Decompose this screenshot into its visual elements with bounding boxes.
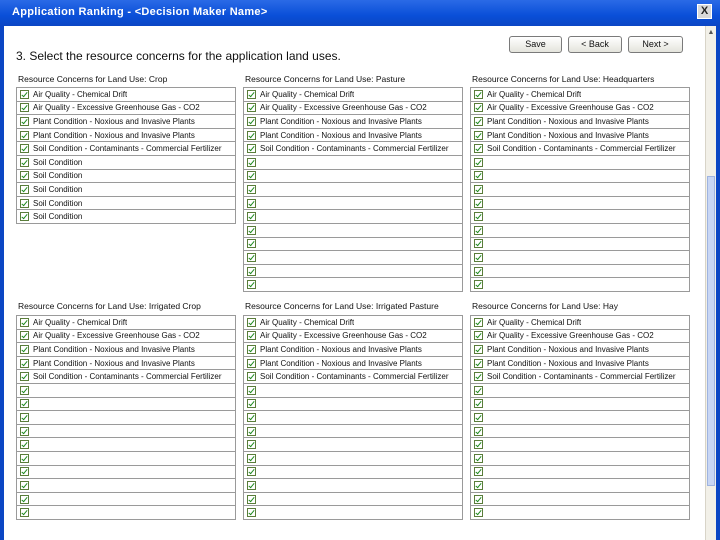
checkbox-checked-icon[interactable] (247, 454, 256, 463)
concern-row[interactable] (471, 330, 689, 344)
checkbox-checked-icon[interactable] (474, 345, 483, 354)
concern-row[interactable] (471, 438, 689, 452)
concern-row[interactable] (471, 506, 689, 520)
concern-row[interactable] (471, 210, 689, 224)
step-heading: 3. Select the resource concerns for the application land uses. (16, 49, 341, 63)
checkbox-checked-icon[interactable] (20, 481, 29, 490)
concern-label: Soil Condition (33, 171, 83, 181)
checkbox-checked-icon[interactable] (20, 90, 29, 99)
checkbox-checked-icon[interactable] (474, 280, 483, 289)
concern-row[interactable] (471, 384, 689, 398)
concern-row[interactable] (471, 370, 689, 384)
checkbox-checked-icon[interactable] (247, 331, 256, 340)
concern-row[interactable] (471, 398, 689, 412)
checkbox-checked-icon[interactable] (474, 226, 483, 235)
checkbox-checked-icon[interactable] (474, 386, 483, 395)
concern-row[interactable] (17, 493, 235, 507)
concern-row[interactable] (471, 493, 689, 507)
checkbox-checked-icon[interactable] (247, 90, 256, 99)
chevron-up-icon[interactable]: ▲ (707, 29, 715, 36)
panel-title: Resource Concerns for Land Use: Headquarters (472, 74, 655, 84)
checkbox-checked-icon[interactable] (20, 386, 29, 395)
panel-title: Resource Concerns for Land Use: Crop (18, 74, 168, 84)
checkbox-checked-icon[interactable] (20, 399, 29, 408)
concern-label: Plant Condition - Noxious and Invasive Plants (260, 358, 422, 368)
checkbox-checked-icon[interactable] (20, 199, 29, 208)
concern-row[interactable] (244, 438, 462, 452)
concern-label: Soil Condition (33, 198, 83, 208)
concern-row[interactable] (244, 102, 462, 116)
concern-label: Plant Condition - Noxious and Invasive Plants (487, 344, 649, 354)
checkbox-checked-icon[interactable] (247, 440, 256, 449)
checkbox-checked-icon[interactable] (247, 117, 256, 126)
concern-row[interactable] (244, 88, 462, 102)
concern-row[interactable] (471, 183, 689, 197)
checkbox-checked-icon[interactable] (474, 318, 483, 327)
checkbox-checked-icon[interactable] (474, 440, 483, 449)
checkbox-checked-icon[interactable] (247, 267, 256, 276)
concern-row[interactable] (244, 452, 462, 466)
checkbox-checked-icon[interactable] (474, 90, 483, 99)
concern-label: Plant Condition - Noxious and Invasive Plants (260, 116, 422, 126)
concern-row[interactable] (17, 102, 235, 116)
concern-label: Air Quality - Chemical Drift (33, 89, 128, 99)
checkbox-checked-icon[interactable] (20, 454, 29, 463)
checkbox-checked-icon[interactable] (20, 467, 29, 476)
concern-label: Air Quality - Excessive Greenhouse Gas - CO2 (260, 331, 427, 341)
checkbox-checked-icon[interactable] (247, 508, 256, 517)
concern-grid (470, 87, 690, 292)
concern-grid (16, 315, 236, 520)
checkbox-checked-icon[interactable] (247, 386, 256, 395)
checkbox-checked-icon[interactable] (474, 158, 483, 167)
concern-row[interactable] (471, 316, 689, 330)
back-button[interactable]: < Back (568, 36, 622, 53)
concern-row[interactable] (244, 479, 462, 493)
checkbox-checked-icon[interactable] (247, 399, 256, 408)
concern-row[interactable] (471, 425, 689, 439)
concern-row[interactable] (244, 316, 462, 330)
close-icon[interactable]: X (697, 4, 712, 19)
concern-row[interactable] (17, 411, 235, 425)
concern-label: Plant Condition - Noxious and Invasive Plants (33, 344, 195, 354)
concern-row[interactable] (244, 398, 462, 412)
next-button[interactable]: Next > (628, 36, 683, 53)
concern-row[interactable] (471, 357, 689, 371)
concern-row[interactable] (244, 265, 462, 279)
concern-row[interactable] (471, 466, 689, 480)
concern-row[interactable] (17, 479, 235, 493)
concern-row[interactable] (244, 357, 462, 371)
checkbox-checked-icon[interactable] (474, 454, 483, 463)
concern-label: Air Quality - Chemical Drift (33, 317, 128, 327)
concern-label: Soil Condition (33, 184, 83, 194)
concern-row[interactable] (244, 129, 462, 143)
concern-label: Air Quality - Chemical Drift (260, 317, 355, 327)
checkbox-checked-icon[interactable] (20, 495, 29, 504)
concern-row[interactable] (244, 411, 462, 425)
checkbox-checked-icon[interactable] (20, 117, 29, 126)
checkbox-checked-icon[interactable] (20, 508, 29, 517)
panel-title: Resource Concerns for Land Use: Hay (472, 301, 618, 311)
concern-row[interactable] (17, 183, 235, 197)
concern-row[interactable] (471, 278, 689, 292)
checkbox-checked-icon[interactable] (474, 199, 483, 208)
concern-label: Soil Condition (33, 157, 83, 167)
concern-label: Air Quality - Excessive Greenhouse Gas - CO2 (260, 103, 427, 113)
concern-row[interactable] (471, 224, 689, 238)
checkbox-checked-icon[interactable] (20, 318, 29, 327)
checkbox-checked-icon[interactable] (474, 413, 483, 422)
concern-label: Air Quality - Excessive Greenhouse Gas - CO2 (487, 331, 654, 341)
checkbox-checked-icon[interactable] (247, 481, 256, 490)
concern-row[interactable] (471, 251, 689, 265)
concern-label: Soil Condition - Contaminants - Commercial Fertilizer (33, 144, 222, 154)
checkbox-checked-icon[interactable] (20, 158, 29, 167)
concern-row[interactable] (17, 170, 235, 184)
concern-row[interactable] (17, 197, 235, 211)
checkbox-checked-icon[interactable] (247, 345, 256, 354)
concern-row[interactable] (17, 370, 235, 384)
concern-row[interactable] (17, 210, 235, 224)
concern-label: Plant Condition - Noxious and Invasive Plants (487, 130, 649, 140)
scrollbar-thumb[interactable] (707, 176, 715, 486)
concern-row[interactable] (471, 156, 689, 170)
checkbox-checked-icon[interactable] (474, 185, 483, 194)
checkbox-checked-icon[interactable] (247, 372, 256, 381)
checkbox-checked-icon[interactable] (474, 253, 483, 262)
checkbox-checked-icon[interactable] (20, 171, 29, 180)
checkbox-checked-icon[interactable] (247, 359, 256, 368)
concern-row[interactable] (244, 197, 462, 211)
concern-row[interactable] (244, 493, 462, 507)
checkbox-checked-icon[interactable] (20, 427, 29, 436)
checkbox-checked-icon[interactable] (247, 253, 256, 262)
concern-row[interactable] (17, 316, 235, 330)
concern-row[interactable] (471, 479, 689, 493)
concern-row[interactable] (17, 357, 235, 371)
concern-row[interactable] (17, 506, 235, 520)
concern-row[interactable] (471, 343, 689, 357)
checkbox-checked-icon[interactable] (247, 103, 256, 112)
checkbox-checked-icon[interactable] (474, 372, 483, 381)
checkbox-checked-icon[interactable] (474, 508, 483, 517)
checkbox-checked-icon[interactable] (247, 239, 256, 248)
checkbox-checked-icon[interactable] (20, 359, 29, 368)
concern-row[interactable] (17, 115, 235, 129)
title-bar (0, 0, 720, 26)
checkbox-checked-icon[interactable] (474, 144, 483, 153)
concern-row[interactable] (471, 170, 689, 184)
checkbox-checked-icon[interactable] (247, 467, 256, 476)
concern-row[interactable] (244, 425, 462, 439)
concern-row[interactable] (17, 425, 235, 439)
checkbox-checked-icon[interactable] (20, 440, 29, 449)
checkbox-checked-icon[interactable] (20, 185, 29, 194)
checkbox-checked-icon[interactable] (247, 318, 256, 327)
concern-row[interactable] (244, 115, 462, 129)
checkbox-checked-icon[interactable] (20, 413, 29, 422)
concern-label: Plant Condition - Noxious and Invasive Plants (33, 358, 195, 368)
checkbox-checked-icon[interactable] (20, 103, 29, 112)
panel-title: Resource Concerns for Land Use: Irrigated Pasture (245, 301, 439, 311)
checkbox-checked-icon[interactable] (247, 413, 256, 422)
concern-row[interactable] (471, 129, 689, 143)
checkbox-checked-icon[interactable] (247, 171, 256, 180)
concern-label: Soil Condition - Contaminants - Commercial Fertilizer (33, 372, 222, 382)
checkbox-checked-icon[interactable] (474, 331, 483, 340)
checkbox-checked-icon[interactable] (474, 467, 483, 476)
concern-row[interactable] (17, 398, 235, 412)
concern-label: Plant Condition - Noxious and Invasive Plants (33, 130, 195, 140)
checkbox-checked-icon[interactable] (247, 199, 256, 208)
vertical-scrollbar[interactable] (705, 26, 716, 540)
concern-row[interactable] (244, 170, 462, 184)
checkbox-checked-icon[interactable] (474, 103, 483, 112)
checkbox-checked-icon[interactable] (247, 226, 256, 235)
concern-row[interactable] (17, 438, 235, 452)
checkbox-checked-icon[interactable] (474, 495, 483, 504)
concern-row[interactable] (244, 210, 462, 224)
panel-title: Resource Concerns for Land Use: Irrigated Crop (18, 301, 201, 311)
checkbox-checked-icon[interactable] (474, 171, 483, 180)
concern-row[interactable] (471, 88, 689, 102)
window-frame-right (716, 26, 720, 540)
concern-label: Plant Condition - Noxious and Invasive Plants (260, 344, 422, 354)
concern-row[interactable] (244, 183, 462, 197)
concern-row[interactable] (471, 411, 689, 425)
concern-label: Plant Condition - Noxious and Invasive Plants (487, 116, 649, 126)
window-title: Application Ranking - <Decision Maker Name> (12, 6, 268, 18)
concern-row[interactable] (471, 102, 689, 116)
checkbox-checked-icon[interactable] (474, 427, 483, 436)
concern-row[interactable] (244, 384, 462, 398)
concern-grid (243, 87, 463, 292)
checkbox-checked-icon[interactable] (474, 239, 483, 248)
concern-row[interactable] (471, 197, 689, 211)
concern-label: Air Quality - Chemical Drift (487, 317, 582, 327)
checkbox-checked-icon[interactable] (247, 427, 256, 436)
checkbox-checked-icon[interactable] (247, 144, 256, 153)
concern-row[interactable] (17, 330, 235, 344)
checkbox-checked-icon[interactable] (474, 212, 483, 221)
concern-row[interactable] (244, 343, 462, 357)
concern-row[interactable] (17, 452, 235, 466)
concern-label: Air Quality - Excessive Greenhouse Gas - CO2 (487, 103, 654, 113)
concern-row[interactable] (17, 88, 235, 102)
checkbox-checked-icon[interactable] (474, 117, 483, 126)
checkbox-checked-icon[interactable] (20, 212, 29, 221)
concern-row[interactable] (244, 238, 462, 252)
concern-row[interactable] (471, 265, 689, 279)
concern-row[interactable] (244, 278, 462, 292)
concern-label: Air Quality - Chemical Drift (487, 89, 582, 99)
concern-row[interactable] (244, 330, 462, 344)
checkbox-checked-icon[interactable] (474, 131, 483, 140)
panel-title: Resource Concerns for Land Use: Pasture (245, 74, 406, 84)
concern-row[interactable] (17, 129, 235, 143)
checkbox-checked-icon[interactable] (247, 495, 256, 504)
concern-label: Plant Condition - Noxious and Invasive Plants (260, 130, 422, 140)
concern-row[interactable] (244, 142, 462, 156)
checkbox-checked-icon[interactable] (247, 185, 256, 194)
concern-row[interactable] (244, 370, 462, 384)
concern-row[interactable] (244, 466, 462, 480)
concern-row[interactable] (471, 115, 689, 129)
save-button[interactable]: Save (509, 36, 562, 53)
checkbox-checked-icon[interactable] (20, 131, 29, 140)
concern-label: Plant Condition - Noxious and Invasive Plants (487, 358, 649, 368)
checkbox-checked-icon[interactable] (474, 359, 483, 368)
checkbox-checked-icon[interactable] (474, 399, 483, 408)
concern-grid (243, 315, 463, 520)
concern-grid (470, 315, 690, 520)
concern-label: Plant Condition - Noxious and Invasive Plants (33, 116, 195, 126)
checkbox-checked-icon[interactable] (474, 481, 483, 490)
checkbox-checked-icon[interactable] (247, 280, 256, 289)
window-frame-left (0, 26, 4, 540)
checkbox-checked-icon[interactable] (247, 158, 256, 167)
concern-row[interactable] (17, 156, 235, 170)
concern-row[interactable] (17, 343, 235, 357)
checkbox-checked-icon[interactable] (20, 144, 29, 153)
concern-row[interactable] (244, 156, 462, 170)
checkbox-checked-icon[interactable] (20, 331, 29, 340)
concern-label: Soil Condition - Contaminants - Commercial Fertilizer (260, 372, 449, 382)
concern-label: Soil Condition - Contaminants - Commercial Fertilizer (487, 372, 676, 382)
concern-row[interactable] (244, 251, 462, 265)
concern-row[interactable] (17, 466, 235, 480)
concern-label: Air Quality - Excessive Greenhouse Gas - CO2 (33, 331, 200, 341)
checkbox-checked-icon[interactable] (247, 212, 256, 221)
concern-label: Soil Condition (33, 212, 83, 222)
checkbox-checked-icon[interactable] (247, 131, 256, 140)
concern-row[interactable] (471, 452, 689, 466)
concern-grid (16, 87, 236, 224)
concern-row[interactable] (471, 238, 689, 252)
checkbox-checked-icon[interactable] (474, 267, 483, 276)
concern-row[interactable] (244, 224, 462, 238)
concern-row[interactable] (17, 384, 235, 398)
concern-row[interactable] (17, 142, 235, 156)
concern-row[interactable] (471, 142, 689, 156)
concern-label: Air Quality - Chemical Drift (260, 89, 355, 99)
checkbox-checked-icon[interactable] (20, 372, 29, 381)
concern-label: Air Quality - Excessive Greenhouse Gas - CO2 (33, 103, 200, 113)
concern-label: Soil Condition - Contaminants - Commercial Fertilizer (487, 144, 676, 154)
checkbox-checked-icon[interactable] (20, 345, 29, 354)
concern-row[interactable] (244, 506, 462, 520)
concern-label: Soil Condition - Contaminants - Commercial Fertilizer (260, 144, 449, 154)
